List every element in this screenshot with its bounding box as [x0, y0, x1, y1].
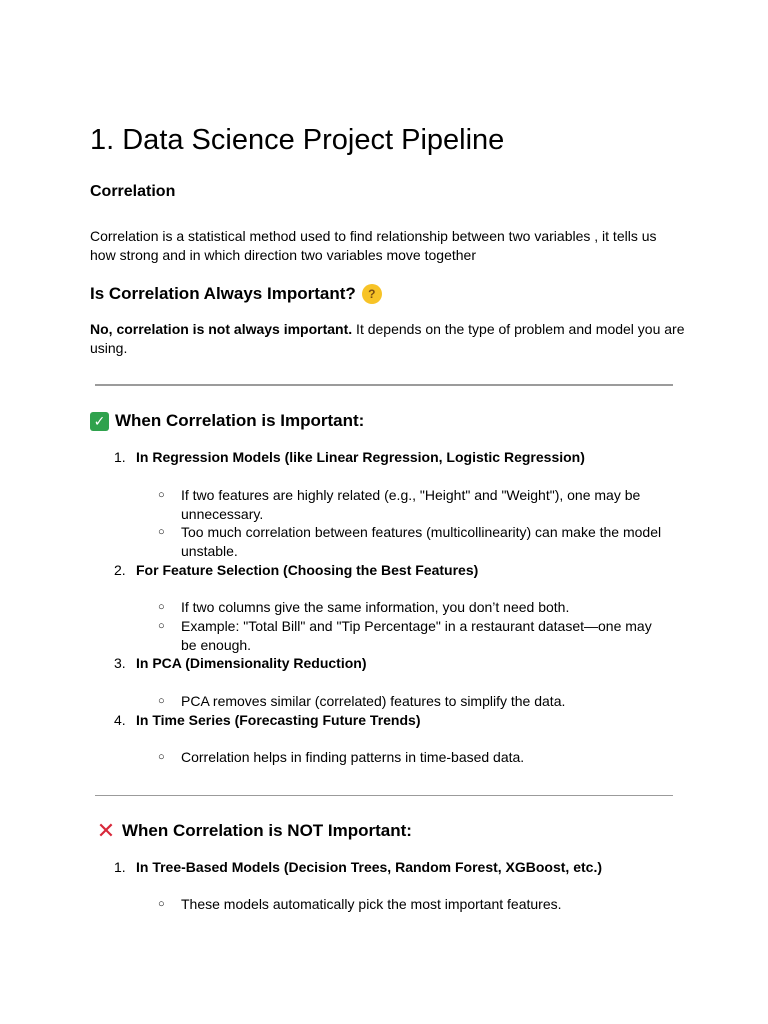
- bullet-icon: ○: [158, 601, 165, 613]
- question-heading: [90, 282, 382, 306]
- section-heading: Correlation: [90, 183, 176, 200]
- list-number: 1.: [114, 449, 126, 465]
- bullet-text: If two features are highly related (e.g., "Height" and "Weight"), one may be unnecessary.: [181, 487, 641, 522]
- list-number: 3.: [114, 655, 126, 671]
- list-number: 2.: [114, 562, 126, 578]
- important-heading-text: When Correlation is Important:: [115, 411, 365, 430]
- question-heading-text: Is Correlation Always Important?: [90, 284, 356, 303]
- intro-paragraph: Correlation is a statistical method used to find relationship between two variables , it tells us how strong and in which direction two variables move together: [90, 228, 657, 263]
- not-important-heading: [90, 819, 412, 843]
- list-item-label: In Regression Models (like Linear Regression, Logistic Regression): [136, 449, 585, 465]
- not-important-heading-text: When Correlation is NOT Important:: [122, 821, 412, 840]
- list-item-label: In PCA (Dimensionality Reduction): [136, 655, 367, 671]
- answer-paragraph: [90, 320, 686, 357]
- list-number: 4.: [114, 712, 126, 728]
- bullet-icon: ○: [158, 526, 165, 538]
- important-heading: [90, 409, 364, 433]
- bullet-text: PCA removes similar (correlated) features to simplify the data.: [181, 693, 566, 709]
- bullet-icon: ○: [158, 489, 165, 501]
- answer-bold: No, correlation is not always important.: [90, 321, 353, 337]
- bullet-text: Example: "Total Bill" and "Tip Percentage" in a restaurant dataset—one may be enough.: [181, 618, 652, 653]
- bullet-icon: ○: [158, 751, 165, 763]
- bullet-icon: ○: [158, 620, 165, 632]
- bullet-text: Too much correlation between features (multicollinearity) can make the model unstable.: [181, 524, 662, 559]
- divider: [95, 795, 673, 796]
- list-item-label: In Time Series (Forecasting Future Trends): [136, 712, 421, 728]
- bullet-text: If two columns give the same information, you don’t need both.: [181, 599, 570, 615]
- bullet-text: Correlation helps in finding patterns in time-based data.: [181, 749, 525, 765]
- list-item-label: In Tree-Based Models (Decision Trees, Random Forest, XGBoost, etc.): [136, 859, 602, 875]
- list-item-label: For Feature Selection (Choosing the Best Features): [136, 562, 479, 578]
- bullet-icon: ○: [158, 898, 165, 910]
- thinking-face-icon: ?: [362, 284, 382, 304]
- bullet-text: These models automatically pick the most important features.: [181, 896, 562, 912]
- cross-mark-icon: ✕: [96, 818, 116, 843]
- answer-rest: It depends on the type of problem and model you are using.: [90, 321, 685, 356]
- bullet-icon: ○: [158, 695, 165, 707]
- page-title: 1. Data Science Project Pipeline: [90, 124, 505, 156]
- divider: [95, 384, 673, 386]
- check-mark-icon: ✓: [90, 412, 109, 431]
- list-number: 1.: [114, 859, 126, 875]
